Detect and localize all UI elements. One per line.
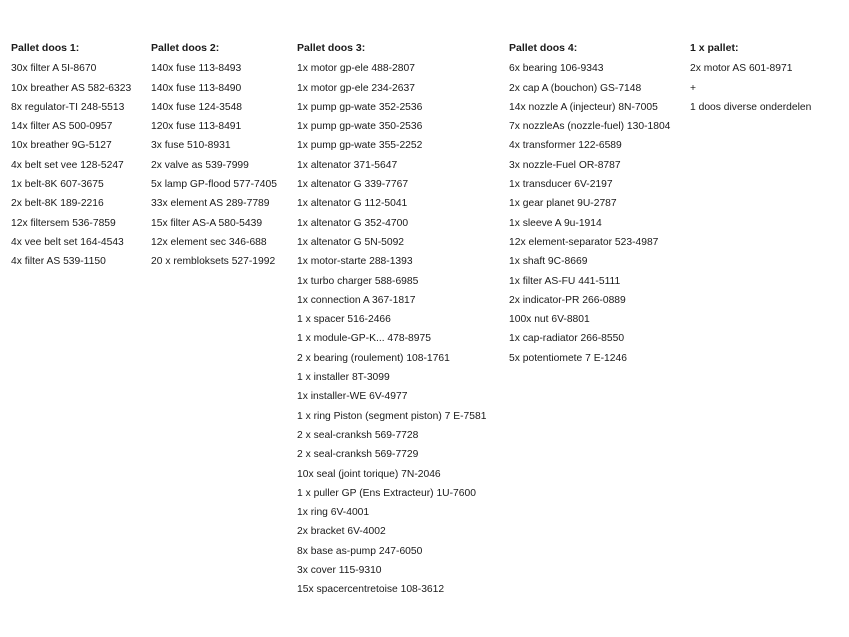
list-item: 2x valve as 539-7999	[151, 159, 249, 171]
list-item: 8x regulator-TI 248-5513	[11, 101, 125, 113]
list-item: 30x filter A 5I-8670	[11, 63, 97, 75]
list-item: 1x altenator G 112-5041	[297, 198, 408, 210]
column-pallet-doos-3	[297, 40, 507, 600]
list-item: 1 x installer 8T-3099	[297, 372, 390, 384]
list-item: 1x altenator G 339-7767	[297, 179, 409, 191]
list-item: 3x nozzle-Fuel OR-8787	[509, 159, 621, 171]
list-item: 2x indicator-PR 266-0889	[509, 294, 626, 306]
list-item: 1x belt-8K 607-3675	[11, 179, 104, 191]
list-item: 1x turbo charger 588-6985	[297, 275, 419, 287]
list-item: 2 x bearing (roulement) 108-1761	[297, 352, 450, 364]
list-item: 2 x seal-cranksh 569-7729	[297, 449, 419, 461]
list-item: 4x transformer 122-6589	[509, 140, 622, 152]
list-item: 33x element AS 289-7789	[151, 198, 270, 210]
list-item: 4x filter AS 539-1150	[11, 256, 106, 268]
list-item: 4x vee belt set 164-4543	[11, 236, 124, 248]
item-list	[297, 59, 507, 599]
list-item: 3x cover 115-9310	[297, 565, 382, 577]
list-item: 2 x seal-cranksh 569-7728	[297, 429, 419, 441]
column-title: 1 x pallet:	[690, 42, 739, 54]
list-item: 1x ring 6V-4001	[297, 507, 370, 519]
item-list	[509, 59, 687, 368]
list-item: 1x cap-radiator 266-8550	[509, 333, 625, 345]
column-title: Pallet doos 4:	[509, 42, 578, 54]
column-pallet	[690, 40, 845, 117]
list-item: 2x motor AS 601-8971	[690, 63, 793, 75]
column-pallet-doos-1	[11, 40, 146, 272]
list-item: 14x nozzle A (injecteur) 8N-7005	[509, 101, 658, 113]
list-item: 1x shaft 9C-8669	[509, 256, 588, 268]
list-item: 5x lamp GP-flood 577-7405	[151, 179, 277, 191]
list-item: 4x belt set vee 128-5247	[11, 159, 124, 171]
column-pallet-doos-2	[151, 40, 291, 272]
list-item: 1x gear planet 9U-2787	[509, 198, 617, 210]
list-item: 1 x puller GP (Ens Extracteur) 1U-7600	[297, 487, 476, 499]
column-title: Pallet doos 1:	[11, 42, 80, 54]
list-item: 1x pump gp-wate 352-2536	[297, 101, 423, 113]
list-item: 1x motor gp-ele 234-2637	[297, 82, 415, 94]
item-list	[151, 59, 291, 271]
list-item: 1x altenator G 5N-5092	[297, 236, 405, 248]
list-item: 12x element-separator 523-4987	[509, 236, 659, 248]
list-item: 7x nozzleAs (nozzle-fuel) 130-1804	[509, 121, 671, 133]
list-item: 100x nut 6V-8801	[509, 314, 590, 326]
list-item: 8x base as-pump 247-6050	[297, 545, 423, 557]
list-item: 140x fuse 113-8490	[151, 82, 242, 94]
list-item: 1x sleeve A 9u-1914	[509, 217, 602, 229]
list-item: 1x motor-starte 288-1393	[297, 256, 413, 268]
list-item: 120x fuse 113-8491	[151, 121, 242, 133]
list-item: 1x pump gp-wate 355-2252	[297, 140, 423, 152]
column-title: Pallet doos 2:	[151, 42, 220, 54]
list-item: 1x filter AS-FU 441-5111	[509, 275, 621, 287]
column-title: Pallet doos 3:	[297, 42, 366, 54]
list-item: 1x altenator G 352-4700	[297, 217, 409, 229]
list-item: 1 doos diverse onderdelen	[690, 101, 812, 113]
item-list	[11, 59, 146, 271]
column-pallet-doos-4	[509, 40, 687, 368]
list-item: 10x breather AS 582-6323	[11, 82, 132, 94]
list-item: 1x transducer 6V-2197	[509, 179, 613, 191]
list-item: 3x fuse 510-8931	[151, 140, 231, 152]
list-item: 10x seal (joint torique) 7N-2046	[297, 468, 441, 480]
list-item: 140x fuse 113-8493	[151, 63, 242, 75]
list-item: 1 x module-GP-K... 478-8975	[297, 333, 431, 345]
list-item: 1x altenator 371-5647	[297, 159, 398, 171]
list-item: 1x installer-WE 6V-4977	[297, 391, 408, 403]
list-item: 15x spacercentretoise 108-3612	[297, 584, 445, 596]
list-item: +	[690, 82, 697, 94]
list-item: 12x element sec 346-688	[151, 236, 267, 248]
list-item: 1 x ring Piston (segment piston) 7 E-7581	[297, 410, 487, 422]
list-item: 1 x spacer 516-2466	[297, 314, 391, 326]
list-item: 5x potentiomete 7 E-1246	[509, 352, 627, 364]
list-item: 140x fuse 124-3548	[151, 101, 243, 113]
list-item: 15x filter AS-A 580-5439	[151, 217, 263, 229]
list-item: 14x filter AS 500-0957	[11, 121, 113, 133]
list-item: 10x breather 9G-5127	[11, 140, 112, 152]
list-item: 1x pump gp-wate 350-2536	[297, 121, 423, 133]
list-item: 2x belt-8K 189-2216	[11, 198, 104, 210]
list-item: 2x bracket 6V-4002	[297, 526, 386, 538]
list-item: 6x bearing 106-9343	[509, 63, 604, 75]
list-item: 12x filtersem 536-7859	[11, 217, 116, 229]
list-item: 1x connection A 367-1817	[297, 294, 416, 306]
list-item: 20 x rembloksets 527-1992	[151, 256, 276, 268]
item-list	[690, 59, 845, 117]
list-item: 1x motor gp-ele 488-2807	[297, 63, 415, 75]
list-item: 2x cap A (bouchon) GS-7148	[509, 82, 642, 94]
